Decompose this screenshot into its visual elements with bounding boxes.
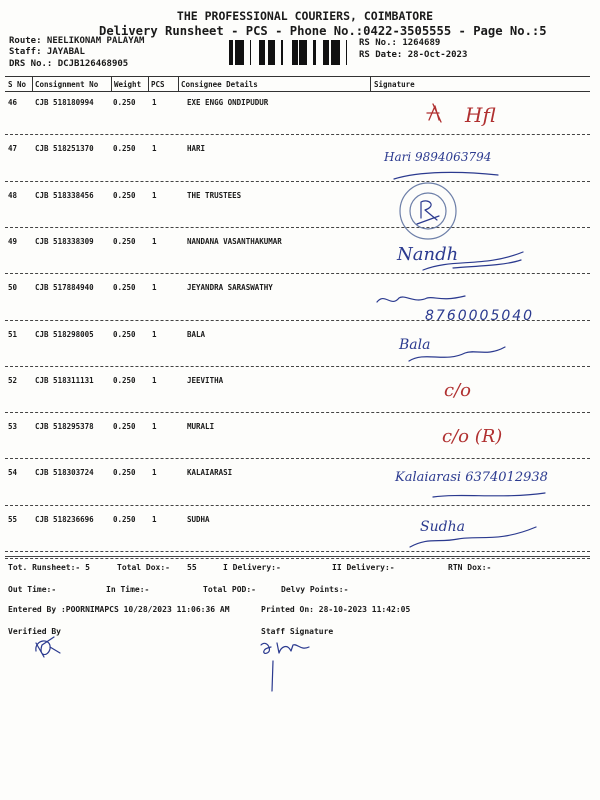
- signature-49: [393, 238, 533, 276]
- printed-on: Printed On: 28-10-2023 11:42:05: [261, 605, 411, 614]
- row-pcs: 1: [152, 98, 157, 107]
- col-header-pcs: PCS: [151, 80, 165, 89]
- header-bottom-rule: [5, 91, 590, 92]
- verified-by-label: Verified By: [8, 627, 61, 636]
- row-consignment-no: CJB 518303724: [35, 468, 94, 478]
- table-top-rule: [5, 76, 590, 77]
- row-consignment-no: CJB 517884940: [35, 283, 94, 293]
- col-header-signature: Signature: [374, 80, 415, 89]
- rtn-dox-label: RTN Dox:-: [448, 563, 492, 572]
- row-weight: 0.250: [113, 98, 136, 107]
- row-consignment-no: CJB 518338309: [35, 236, 94, 246]
- col-header-sno: S No: [8, 80, 27, 89]
- row-consignment-no: CJB 518180994: [35, 98, 94, 107]
- row-sno: 54: [8, 468, 18, 478]
- signature-47-text: Hari 9894063794: [384, 150, 492, 164]
- signature-49-text: Nandh: [397, 244, 459, 265]
- entered-by: Entered By :POORNIMAPCS 10/28/2023 11:06:36 AM: [8, 605, 230, 614]
- footer-top-rule: [5, 556, 590, 557]
- staff-label: Staff: JAYABAL: [9, 47, 85, 57]
- row-consignment-no: CJB 518338456: [35, 190, 94, 200]
- col-divider: [111, 76, 112, 91]
- row-consignment-no: CJB 518295378: [35, 422, 94, 432]
- out-time-label: Out Time:-: [8, 585, 57, 594]
- row-consignee: HARI: [187, 144, 206, 154]
- row-weight: 0.250: [113, 236, 136, 246]
- signature-53: [438, 420, 538, 454]
- verified-by-signature: [30, 633, 70, 661]
- row-consignee: EXE ENGG ONDIPUDUR: [187, 98, 269, 107]
- row-consignee: NANDANA VASANTHAKUMAR: [187, 236, 282, 246]
- row-sno: 53: [8, 422, 18, 432]
- signature-52-text: c/o: [444, 380, 471, 401]
- row-weight: 0.250: [113, 375, 136, 385]
- signature-51-text: Bala: [399, 337, 431, 353]
- delivery-points-label: Delvy Points:-: [281, 585, 349, 594]
- col-divider: [148, 76, 149, 91]
- row-sno: 55: [8, 514, 18, 524]
- rs-number: RS No.: 1264689: [359, 38, 441, 48]
- row-consignee: THE TRUSTEES: [187, 190, 242, 200]
- total-runsheet: Tot. Runsheet:- 5: [8, 563, 90, 572]
- signature-52: [440, 376, 500, 406]
- row-pcs: 1: [152, 144, 157, 154]
- col-header-consignee: Consignee Details: [181, 80, 258, 89]
- company-name: THE PROFESSIONAL COURIERS, COIMBATORE: [176, 9, 434, 23]
- rs-date: RS Date: 28-Oct-2023: [359, 50, 468, 60]
- signature-53-text: c/o (R): [442, 426, 503, 447]
- signature-54: [393, 463, 563, 505]
- runsheet-title: Delivery Runsheet - PCS - Phone No.:0422-3505555 - Page No.:5: [99, 24, 547, 38]
- row-weight: 0.250: [113, 468, 136, 478]
- row-consignment-no: CJB 518298005: [35, 329, 94, 339]
- row-separator: [5, 412, 590, 413]
- row-pcs: 1: [152, 329, 157, 339]
- row-weight: 0.250: [113, 329, 136, 339]
- total-dox-label: Total Dox:-: [117, 563, 170, 572]
- total-pod-label: Total POD:-: [203, 585, 256, 594]
- footer-top-rule: [5, 558, 590, 559]
- row-sno: 52: [8, 375, 18, 385]
- row-consignee: KALAIARASI: [187, 468, 233, 478]
- signature-55: [408, 513, 548, 553]
- in-time-label: In Time:-: [106, 585, 150, 594]
- signature-50-text: 8760005040: [425, 308, 535, 324]
- col-divider: [178, 76, 179, 91]
- row-consignment-no: CJB 518251370: [35, 144, 94, 154]
- col-header-weight: Weight: [114, 80, 142, 89]
- row-separator: [5, 458, 590, 459]
- row-pcs: 1: [152, 283, 157, 293]
- signature-51: [395, 333, 515, 369]
- row-consignee: SUDHA: [187, 514, 210, 524]
- route-label: Route: NEELIKONAM PALAYAM: [9, 36, 145, 46]
- signature-46: [425, 100, 525, 130]
- row-pcs: 1: [152, 190, 157, 200]
- drs-number: DRS No.: DCJB126468905: [9, 59, 129, 69]
- total-dox-value: 55: [187, 563, 197, 572]
- row-consignee: MURALI: [187, 422, 215, 432]
- row-weight: 0.250: [113, 283, 136, 293]
- row-pcs: 1: [152, 236, 157, 246]
- col-divider: [32, 76, 33, 91]
- row-consignment-no: CJB 518236696: [35, 514, 94, 524]
- signature-54-text: Kalaiarasi 6374012938: [395, 470, 548, 485]
- signature-46-text: Hfl: [465, 103, 496, 127]
- barcode-image: [229, 40, 350, 65]
- row-consignment-no: CJB 518311131: [35, 375, 94, 385]
- row-sno: 50: [8, 283, 18, 293]
- row-pcs: 1: [152, 422, 157, 432]
- first-delivery-label: I Delivery:-: [223, 563, 281, 572]
- row-sno: 51: [8, 329, 18, 339]
- row-separator: [5, 134, 590, 135]
- row-weight: 0.250: [113, 422, 136, 432]
- row-pcs: 1: [152, 468, 157, 478]
- row-weight: 0.250: [113, 190, 136, 200]
- staff-signature-label: Staff Signature: [261, 627, 334, 636]
- staff-signature: [257, 637, 327, 697]
- row-consignee: JEYANDRA SARASWATHY: [187, 283, 273, 293]
- signature-50: [375, 290, 545, 326]
- row-sno: 47: [8, 144, 18, 154]
- col-header-consignment: Consignment No: [35, 80, 99, 89]
- row-weight: 0.250: [113, 514, 136, 524]
- row-sno: 49: [8, 236, 18, 246]
- second-delivery-label: II Delivery:-: [332, 563, 395, 572]
- row-pcs: 1: [152, 375, 157, 385]
- signature-55-text: Sudha: [420, 519, 465, 535]
- row-sno: 46: [8, 98, 18, 107]
- row-weight: 0.250: [113, 144, 136, 154]
- row-pcs: 1: [152, 514, 157, 524]
- row-separator: [5, 227, 590, 228]
- row-sno: 48: [8, 190, 18, 200]
- row-consignee: BALA: [187, 329, 206, 339]
- row-consignee: JEEVITHA: [187, 375, 224, 385]
- col-divider: [370, 76, 371, 91]
